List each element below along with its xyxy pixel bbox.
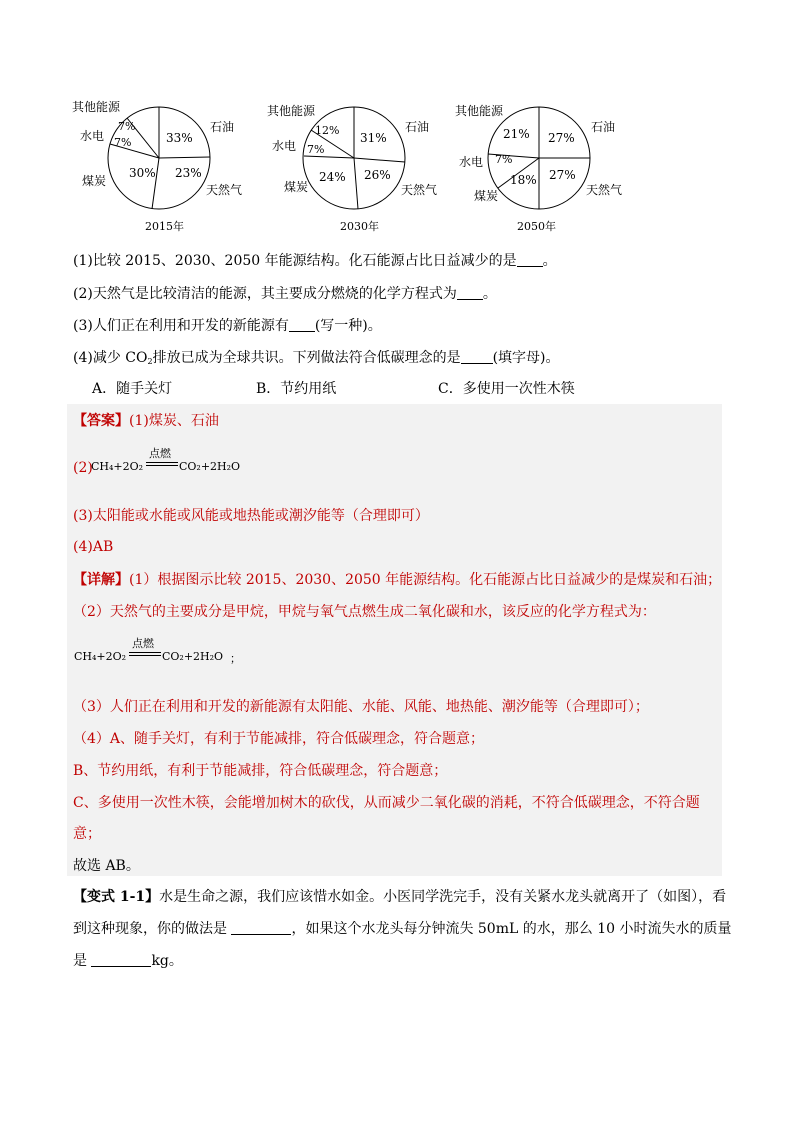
question-4-text-2: 排放已成为全球共识。下列做法符合低碳理念的是 [152, 350, 461, 366]
pct-oil: 33% [166, 131, 193, 145]
answer-blank [517, 252, 543, 267]
pie-chart-2030-svg [267, 96, 437, 236]
question-2-end: 。 [482, 286, 497, 302]
variant-line-1: 水是生命之源，我们应该惜水如金。小医同学洗完手，没有关紧水龙头就离开了（如图），看 [159, 889, 727, 905]
detail-2: （2）天然气的主要成分是甲烷，甲烷与氧气点燃生成二氧化碳和水，该反应的化学方程式为： [73, 604, 656, 620]
detail-6-cont: 意； [73, 826, 101, 842]
answer-1 [73, 411, 219, 431]
answer-blank [457, 285, 483, 300]
equation-tail: ； [230, 652, 241, 665]
pct-gas: 23% [175, 166, 202, 180]
pct-hydro: 7% [307, 143, 325, 156]
slice-divider [354, 158, 358, 209]
label-oil: 石油 [591, 120, 616, 134]
variant-line-3-b: kg。 [151, 953, 183, 969]
label-other: 其他能源 [72, 100, 121, 114]
detail-tag: 【详解】 [73, 572, 129, 588]
answer-blank [461, 349, 493, 364]
pct-coal: 24% [319, 170, 346, 184]
detail-1 [73, 570, 721, 590]
label-gas: 天然气 [401, 183, 438, 197]
label-hydro: 水电 [80, 129, 105, 143]
answer-1-text: (1)煤炭、石油 [129, 413, 219, 429]
label-oil: 石油 [405, 120, 430, 134]
question-4-subscript: 2 [147, 357, 153, 366]
slice-divider [304, 156, 354, 158]
pct-gas: 26% [364, 168, 391, 182]
label-coal: 煤炭 [284, 180, 309, 194]
label-coal: 煤炭 [82, 174, 107, 188]
question-3-text: (3)人们正在利用和开发的新能源有 [73, 318, 289, 334]
question-1-text: (1)比较 2015、2030、2050 年能源结构。化石能源占比日益减少的是 [73, 253, 517, 269]
equation-rhs: CO₂+2H₂O [162, 650, 224, 663]
equation-answer [91, 447, 261, 480]
question-4-text: (4)减少 CO [73, 350, 148, 366]
variant-2 [73, 919, 731, 939]
detail-1-text: (1）根据图示比较 2015、2030、2050 年能源结构。化石能源占比日益减少的是煤炭和石油； [129, 572, 722, 588]
answer-blank [231, 920, 291, 935]
answer-tag: 【答案】 [73, 413, 129, 429]
equation-detail [74, 637, 274, 670]
pie-chart-2015 [70, 96, 243, 236]
label-hydro: 水电 [459, 155, 484, 169]
equation-lhs: CH₄+2O₂ [91, 460, 144, 473]
slice-divider [354, 158, 405, 162]
question-1 [73, 251, 557, 271]
pie-chart-2015-svg [70, 96, 243, 236]
pct-hydro: 7% [114, 136, 132, 149]
pie-chart-2050 [455, 96, 635, 236]
detail-7: 故选 AB。 [73, 858, 140, 874]
question-2-text: (2)天然气是比较清洁的能源，其主要成分燃烧的化学方程式为 [73, 286, 457, 302]
label-other: 其他能源 [267, 104, 316, 118]
year-label: 2015年 [145, 220, 184, 233]
variant-line-3-a: 是 [73, 953, 87, 969]
label-hydro: 水电 [272, 139, 297, 153]
label-other: 其他能源 [455, 104, 504, 118]
detail-6: C、多使用一次性木筷，会能增加树木的砍伐，从而减少二氧化碳的消耗，不符合低碳理念，不符合题 [73, 795, 700, 811]
detail-4: （4）A、随手关灯，有利于节能减排，符合低碳理念，符合题意； [73, 731, 485, 747]
equation-condition: 点燃 [149, 447, 171, 460]
question-1-end: 。 [542, 253, 557, 269]
answer-2-prefix: (2) [73, 460, 93, 476]
equation-arrow [129, 652, 161, 656]
equation-rhs: CO₂+2H₂O [179, 460, 241, 473]
variant-1 [73, 887, 726, 907]
pct-oil: 27% [548, 131, 575, 145]
pct-coal: 18% [510, 173, 537, 187]
pct-other: 7% [118, 120, 136, 133]
answer-blank [91, 952, 151, 967]
pie-chart-2030 [267, 96, 437, 236]
pct-hydro: 7% [495, 153, 513, 166]
label-coal: 煤炭 [474, 189, 499, 203]
pct-oil: 31% [360, 131, 387, 145]
pie-chart-2050-svg [455, 96, 635, 236]
pct-other: 21% [503, 127, 530, 141]
answer-blank [289, 317, 315, 332]
pct-coal: 30% [129, 166, 156, 180]
option-b: B．节约用纸 [256, 381, 337, 397]
answer-4: (4)AB [73, 539, 114, 555]
question-2 [73, 284, 497, 304]
answer-3: (3)太阳能或水能或风能或地热能或潮汐能等（合理即可） [73, 508, 429, 524]
label-gas: 天然气 [206, 183, 243, 197]
question-4-end: (填字母)。 [492, 350, 560, 366]
option-a: A．随手关灯 [92, 381, 173, 397]
variant-3 [73, 951, 183, 971]
detail-5: B、节约用纸，有利于节能减排，符合低碳理念，符合题意； [73, 763, 448, 779]
pct-other: 12% [315, 124, 340, 137]
year-label: 2030年 [340, 220, 379, 233]
variant-tag: 【变式 1-1】 [73, 889, 160, 905]
label-oil: 石油 [210, 120, 235, 134]
slice-divider [159, 157, 210, 158]
variant-line-2-b: ，如果这个水龙头每分钟流失 50mL 的水，那么 10 小时流失水的质量 [291, 921, 732, 937]
equation-condition: 点燃 [132, 637, 154, 650]
question-3-end: (写一种)。 [314, 318, 382, 334]
question-4 [73, 348, 560, 372]
detail-3: （3）人们正在利用和开发的新能源有太阳能、水能、风能、地热能、潮汐能等（合理即可）； [73, 699, 649, 715]
question-3 [73, 316, 382, 336]
year-label: 2050年 [517, 220, 556, 233]
variant-line-2-a: 到这种现象，你的做法是 [73, 921, 227, 937]
label-gas: 天然气 [586, 183, 623, 197]
option-c: C．多使用一次性木筷 [438, 381, 575, 397]
equation-lhs: CH₄+2O₂ [74, 650, 127, 663]
equation-arrow [146, 462, 178, 466]
pct-gas: 27% [549, 168, 576, 182]
